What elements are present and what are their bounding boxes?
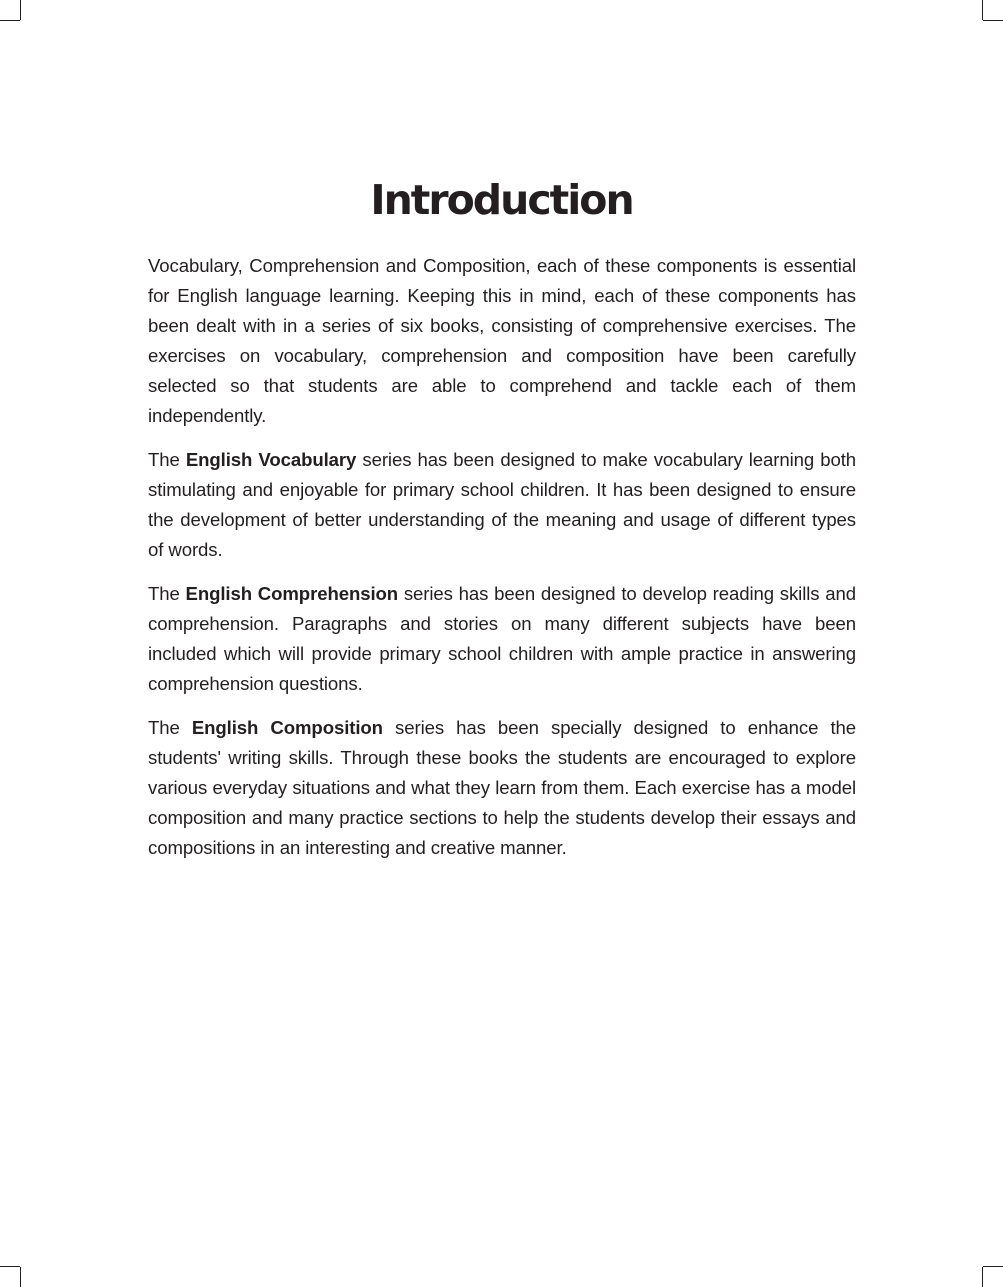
paragraph-composition: [148, 713, 856, 863]
crop-mark-top-left-vertical: [20, 0, 21, 20]
paragraph-vocabulary: [148, 445, 856, 565]
series-name-comprehension: English Comprehension: [185, 583, 399, 604]
crop-mark-top-right-vertical: [982, 0, 983, 20]
crop-mark-bottom-right-vertical: [982, 1267, 983, 1287]
paragraph-comprehension-body: series has been designed to develop reading skills and comprehension. Paragraphs and stories on many different subjects have been included which will provide primary school children with ample practice in answering comprehension questions.: [148, 583, 856, 694]
paragraph-comprehension: [148, 579, 856, 699]
crop-mark-bottom-left-horizontal: [0, 1266, 20, 1267]
paragraph-comprehension-lead: The: [148, 583, 186, 604]
crop-mark-bottom-left-vertical: [20, 1267, 21, 1287]
series-name-vocabulary: English Vocabulary: [185, 449, 357, 470]
paragraph-vocabulary-body: series has been designed to make vocabulary learning both stimulating and enjoyable for primary school children. It has been designed to ensure the development of better understanding of the meaning and usage of different types of words.: [148, 449, 857, 560]
crop-mark-bottom-right-horizontal: [983, 1266, 1003, 1267]
series-name-composition: English Composition: [191, 717, 383, 738]
crop-mark-top-left-horizontal: [0, 20, 20, 21]
crop-mark-top-right-horizontal: [983, 20, 1003, 21]
paragraph-composition-body: series has been specially designed to enhance the students' writing skills. Through these books the students are encouraged to explore various everyday situations and what they learn from them. Each exercise has a model composition and many practice sections to help the students develop their essays and compositions in an interesting and creative manner.: [148, 717, 857, 858]
paragraph-intro: Vocabulary, Comprehension and Composition, each of these components is essential for English language learning. Keeping this in mind, each of these components has been dealt with in a series of six books, consisting of comprehensive exercises. The exercises on vocabulary, comprehension and composition have been carefully selected so that students are able to comprehend and tackle each of them independently.: [148, 255, 856, 426]
page-title: Introduction: [370, 176, 633, 224]
paragraph-composition-lead: The: [148, 717, 192, 738]
paragraph-vocabulary-lead: The: [148, 449, 186, 470]
body-text: [148, 251, 856, 877]
